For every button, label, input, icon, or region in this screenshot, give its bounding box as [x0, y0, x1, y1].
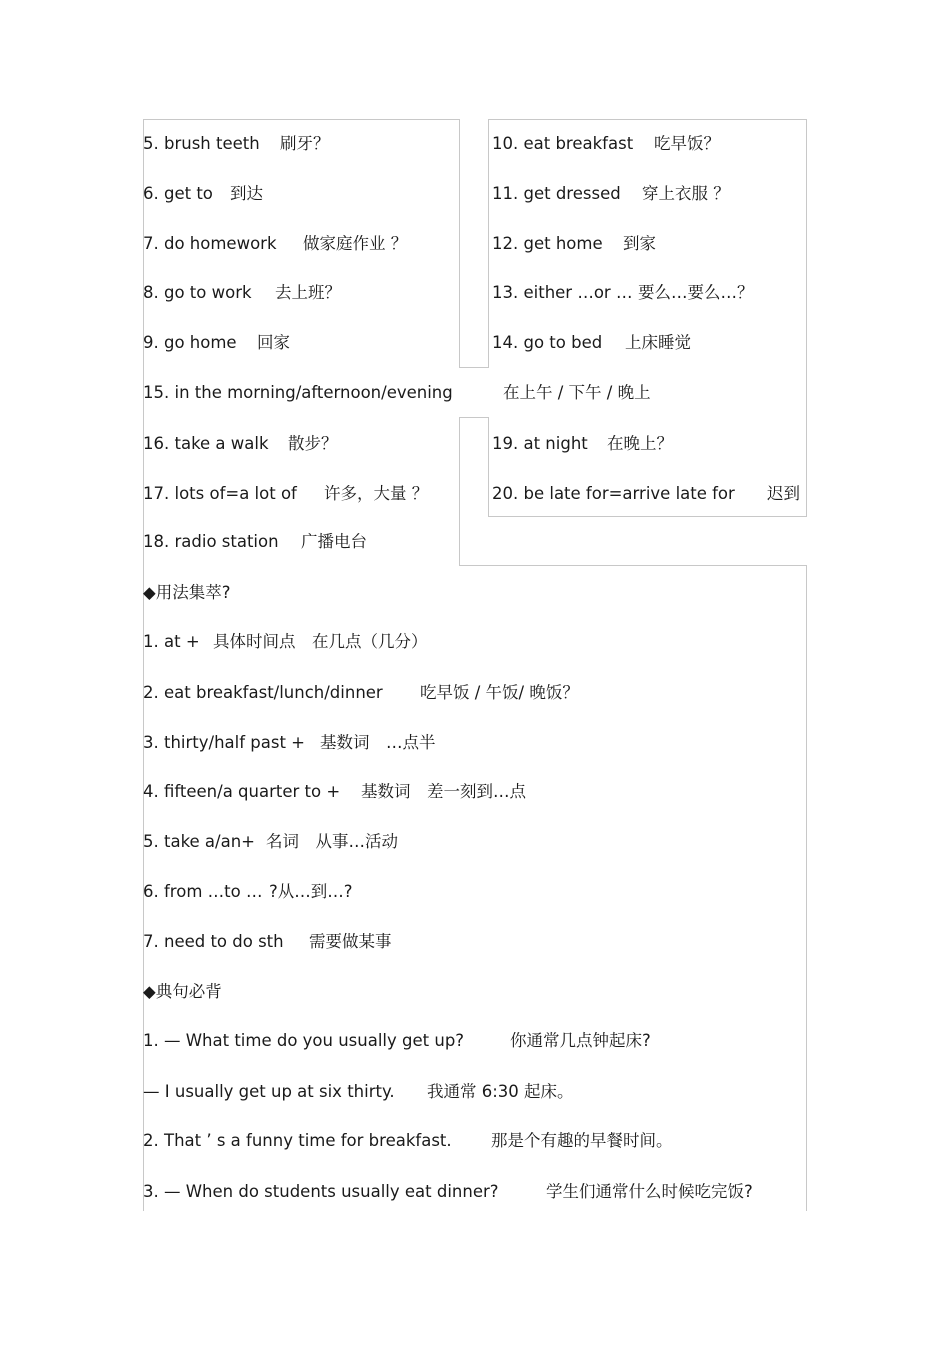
usage-zh: 基数词 差一刻到…点 — [361, 782, 526, 801]
usage-zh: 基数词 …点半 — [320, 733, 436, 752]
vocab-item — [143, 383, 651, 403]
vocab-zh: 上床睡觉 — [625, 333, 691, 352]
vocab-zh: 散步？ — [288, 434, 338, 453]
vocab-en: 11. get dressed — [492, 184, 621, 203]
vocab-item — [143, 134, 330, 154]
vocab-item — [143, 333, 290, 353]
vocab-en: 19. at night — [492, 434, 588, 453]
vocab-zh: 迟到 — [767, 484, 800, 503]
vocab-item — [143, 184, 263, 204]
vocab-en: 15. in the morning/afternoon/evening — [143, 383, 453, 402]
vocab-item — [143, 234, 407, 254]
vocab-item — [143, 434, 338, 454]
vocab-en: 20. be late for=arrive late for — [492, 484, 735, 503]
vocab-en: 12. get home — [492, 234, 603, 253]
usage-item — [143, 782, 526, 802]
border-lower-right — [806, 565, 807, 1211]
vocab-item — [492, 234, 656, 254]
sentence-zh: 那是个有趣的早餐时间。 — [491, 1131, 673, 1150]
sentence-zh: 学生们通常什么时候吃完饭? — [546, 1182, 753, 1201]
usage-zh: 吃早饭 / 午饭/ 晚饭？ — [420, 683, 579, 702]
usage-zh: 名词 从事…活动 — [266, 832, 398, 851]
border-right-col-left — [488, 119, 489, 368]
vocab-en: 14. go to bed — [492, 333, 603, 352]
usage-en: 4. fifteen/a quarter to + — [143, 782, 341, 801]
vocab-en: 7. do homework — [143, 234, 277, 253]
sentence-en: 1. — What time do you usually get up? — [143, 1031, 465, 1050]
usage-item — [143, 683, 579, 703]
vocab-item — [492, 434, 673, 454]
border-right-col-left-2 — [488, 417, 489, 517]
vocab-item — [143, 532, 367, 552]
vocab-en: 10. eat breakfast — [492, 134, 634, 153]
usage-item — [143, 882, 353, 902]
usage-en: 3. thirty/half past + — [143, 733, 306, 752]
usage-en: 6. from …to … — [143, 882, 263, 901]
vocab-en: 18. radio station — [143, 532, 279, 551]
sentence-zh: 你通常几点钟起床? — [510, 1031, 651, 1050]
border-top-right — [488, 119, 807, 120]
vocab-zh: 做家庭作业 ？ — [303, 234, 408, 253]
sentence-item — [143, 1131, 673, 1151]
border-top-left — [143, 119, 460, 120]
vocab-en: 8. go to work — [143, 283, 252, 302]
vocab-zh: 刷牙？ — [280, 134, 330, 153]
vocab-en: 9. go home — [143, 333, 237, 352]
vocab-en: 17. lots of=a lot of — [143, 484, 297, 503]
usage-heading: ◆用法集萃? — [143, 583, 231, 602]
vocab-item — [492, 484, 800, 504]
vocab-item — [492, 184, 730, 204]
vocab-en: 6. get to — [143, 184, 213, 203]
vocab-zh: 穿上衣服 ？ — [642, 184, 730, 203]
vocab-item — [492, 333, 691, 353]
usage-en: 7. need to do sth — [143, 932, 284, 951]
sentences-heading: ◆典句必背 — [143, 982, 222, 1001]
sentence-item — [143, 1082, 574, 1102]
sentence-en: 3. — When do students usually eat dinner? — [143, 1182, 499, 1201]
border-right-edge — [806, 119, 807, 517]
usage-item — [143, 632, 428, 652]
sentence-item — [143, 1182, 753, 1202]
vocab-zh: 去上班？ — [275, 283, 341, 302]
usage-en: 5. take a/an+ — [143, 832, 255, 851]
vocab-item — [492, 283, 754, 303]
vocab-zh: 要么…要么…？ — [638, 283, 754, 302]
border-left-mid — [459, 367, 489, 368]
vocab-zh: 广播电台 — [301, 532, 367, 551]
usage-en: 1. at + — [143, 632, 200, 651]
usage-zh: 具体时间点 在几点（几分） — [213, 632, 428, 651]
sentence-zh: 我通常 6:30 起床。 — [427, 1082, 574, 1101]
usage-en: 2. eat breakfast/lunch/dinner — [143, 683, 383, 702]
border-left-col-right-2 — [459, 417, 460, 566]
vocab-zh: 许多，大量 ？ — [324, 484, 429, 503]
vocab-zh: 吃早饭？ — [654, 134, 720, 153]
usage-zh: ?从…到…? — [269, 882, 353, 901]
sentence-en: — I usually get up at six thirty. — [143, 1082, 395, 1101]
vocab-zh: 在晚上？ — [607, 434, 673, 453]
vocab-en: 13. either …or … — [492, 283, 633, 302]
sentence-en: 2. That ’ s a funny time for breakfast. — [143, 1131, 452, 1150]
border-right-bottom — [488, 516, 807, 517]
sentence-item — [143, 1031, 651, 1051]
vocab-zh: 在上午 / 下午 / 晚上 — [503, 383, 651, 402]
vocab-zh: 到达 — [230, 184, 263, 203]
vocab-zh: 到家 — [623, 234, 656, 253]
border-lower-top — [459, 565, 807, 566]
vocab-item — [492, 134, 720, 154]
usage-item — [143, 832, 398, 852]
vocab-item — [143, 484, 428, 504]
usage-item — [143, 932, 392, 952]
usage-zh: 需要做某事 — [309, 932, 392, 951]
vocab-zh: 回家 — [257, 333, 290, 352]
border-left-col-right — [459, 119, 460, 368]
vocab-item — [143, 283, 341, 303]
vocab-en: 16. take a walk — [143, 434, 269, 453]
border-mid-top — [459, 417, 489, 418]
usage-item — [143, 733, 436, 753]
vocab-en: 5. brush teeth — [143, 134, 260, 153]
